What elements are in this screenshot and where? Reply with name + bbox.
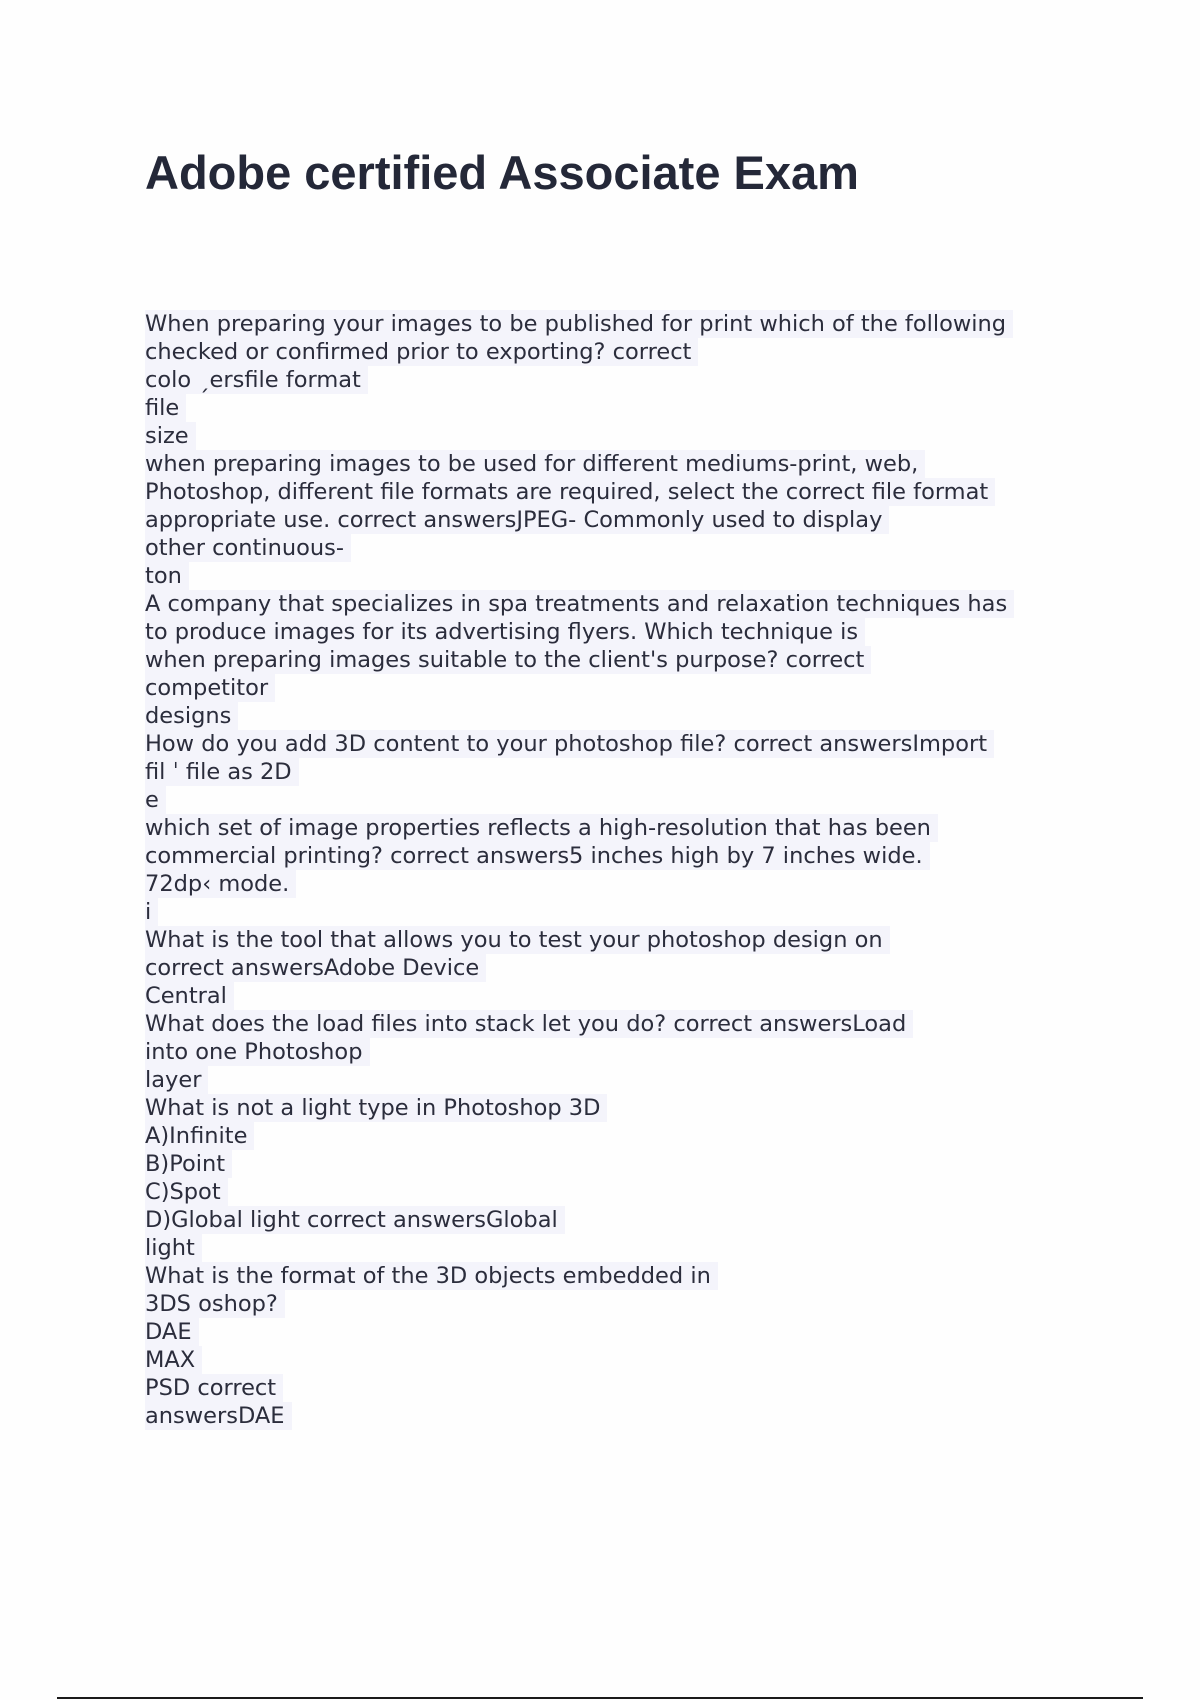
text-line: appropriate use. correct answersJPEG- Commonly used to display	[145, 506, 1095, 534]
text-line: checked or confirmed prior to exporting? correct	[145, 338, 1095, 366]
text-line: answersDAE	[145, 1402, 1095, 1430]
text-line: What is not a light type in Photoshop 3D	[145, 1094, 1095, 1122]
text-line: fil ˈ file as 2D	[145, 758, 1095, 786]
text-line: How do you add 3D content to your photoshop file? correct answersImport	[145, 730, 1095, 758]
text-line: Photoshop, different file formats are required, select the correct file format	[145, 478, 1095, 506]
footer-rule	[57, 1697, 1143, 1699]
text-line: layer	[145, 1066, 1095, 1094]
text-line: D)Global light correct answersGlobal	[145, 1206, 1095, 1234]
text-line: commercial printing? correct answers5 inches high by 7 inches wide.	[145, 842, 1095, 870]
text-line: PSD correct	[145, 1374, 1095, 1402]
text-line: to produce images for its advertising flyers. Which technique is	[145, 618, 1095, 646]
text-line: into one Photoshop	[145, 1038, 1095, 1066]
document-title: Adobe certified Associate Exam	[145, 146, 859, 199]
text-line: competitor	[145, 674, 1095, 702]
text-line: What is the format of the 3D objects embedded in	[145, 1262, 1095, 1290]
text-line: which set of image properties reflects a high-resolution that has been	[145, 814, 1095, 842]
text-line: designs	[145, 702, 1095, 730]
text-line: A)Infinite	[145, 1122, 1095, 1150]
text-line: correct answersAdobe Device	[145, 954, 1095, 982]
text-line: when preparing images to be used for different mediums-print, web,	[145, 450, 1095, 478]
text-line: light	[145, 1234, 1095, 1262]
text-line: C)Spot	[145, 1178, 1095, 1206]
text-line: size	[145, 422, 1095, 450]
text-line: What does the load files into stack let you do? correct answersLoad	[145, 1010, 1095, 1038]
text-line: 3DS oshop?	[145, 1290, 1095, 1318]
document-body	[145, 310, 1095, 1430]
text-line: i	[145, 898, 1095, 926]
text-line: ton	[145, 562, 1095, 590]
text-line: when preparing images suitable to the client's purpose? correct	[145, 646, 1095, 674]
text-line: Central	[145, 982, 1095, 1010]
text-line: other continuous-	[145, 534, 1095, 562]
text-line: DAE	[145, 1318, 1095, 1346]
text-line: MAX	[145, 1346, 1095, 1374]
text-line: A company that specializes in spa treatments and relaxation techniques has	[145, 590, 1095, 618]
text-line: e	[145, 786, 1095, 814]
text-line: B)Point	[145, 1150, 1095, 1178]
text-line: 72dp‹ mode.	[145, 870, 1095, 898]
text-line: What is the tool that allows you to test your photoshop design on	[145, 926, 1095, 954]
text-line: file	[145, 394, 1095, 422]
text-line: When preparing your images to be published for print which of the following	[145, 310, 1095, 338]
text-line: colo ˏersfile format	[145, 366, 1095, 394]
